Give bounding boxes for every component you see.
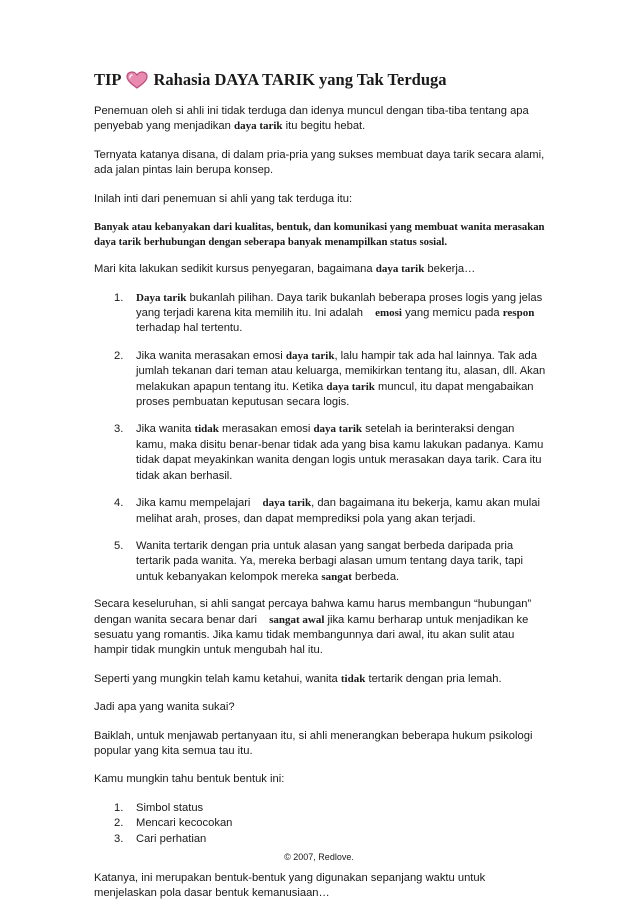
paragraph-5: Mari kita lakukan sedikit kursus penyegaran, bagaimana daya tarik bekerja… [94,263,476,276]
forms-list [94,801,546,847]
list-item: 3. Cari perhatian [114,832,207,845]
list-item: 1. Daya tarik bukanlah pilihan. Daya tarik bukanlah beberapa proses logis yang jelas yang terjadi karena kita memilih itu. Ini adalah emosi yang memicu pada respon terhadap hal tertentu. [114,291,543,335]
list-item: 2. Jika wanita merasakan emosi daya tarik, lalu hampir tak ada hal lainnya. Tak ada jumlah tekanan dari teman atau keluarga, memikirkan tentang itu, alasan, dll. Akan melakukan apapun tentang itu. Ketika daya tarik muncul, itu dapat mengabaikan proses pembuatan keputusan secara logis. [114,349,546,409]
paragraph-2: Ternyata katanya disana, di dalam pria-pria yang sukses membuat daya tarik secara alami, ada jalan pintas lain berupa konsep. [94,148,545,177]
title-prefix: TIP [94,70,122,89]
list-item: 2. Mencari kecocokan [114,817,233,830]
document-page [94,70,546,915]
list-item: 1. Simbol status [114,801,204,814]
paragraph-1: Penemuan oleh si ahli ini tidak terduga dan idenya muncul dengan tiba-tiba tentang apa penyebab yang menjadikan daya tarik itu begitu hebat. [94,105,529,133]
paragraph-7: Seperti yang mungkin telah kamu ketahui, wanita tidak tertarik dengan pria lemah. [94,672,502,685]
paragraph-9: Baiklah, untuk menjawab pertanyaan itu, si ahli menerangkan beberapa hukum psikologi popular yang kita semua tau itu. [94,729,533,757]
paragraph-10: Kamu mungkin tahu bentuk bentuk ini: [94,773,285,786]
attraction-list [94,291,546,586]
paragraph-11: Katanya, ini merupakan bentuk-bentuk yang digunakan sepanjang waktu untuk menjelaskan pola dasar bentuk kemanusiaan… [94,872,486,900]
heart-icon [126,71,148,89]
title-text: Rahasia DAYA TARIK yang Tak Terduga [153,70,447,89]
list-item: 5. Wanita tertarik dengan pria untuk alasan yang sangat berbeda daripada pria tertarik pada wanita. Ya, mereka berbagi alasan umum tentang daya tarik, tapi untuk kebanyakan kelompok mereka sangat berbeda. [114,539,524,583]
page-footer: © 2007, Redlove. [284,852,354,862]
document-title [94,70,546,90]
key-finding-paragraph: Banyak atau kebanyakan dari kualitas, bentuk, dan komunikasi yang membuat wanita merasakan daya tarik berhubungan dengan seberapa banyak menampilkan status sosial. [94,221,545,248]
paragraph-8: Jadi apa yang wanita sukai? [94,701,235,714]
paragraph-6: Secara keseluruhan, si ahli sangat percaya bahwa kamu harus membangun “hubungan” dengan wanita secara benar dari sangat awal jika kamu berharap untuk menjadikan ke sesuatu yang romantis. Jika kamu tidak membangunnya dari awal, itu akan sulit atau hampir tidak mungkin untuk mengubah hal itu. [94,598,532,657]
list-item: 4. Jika kamu mempelajari daya tarik, dan bagaimana itu bekerja, kamu akan mulai melihat arah, proses, dan dapat memprediksi pola yang akan terjadi. [114,497,540,525]
list-item: 3. Jika wanita tidak merasakan emosi daya tarik setelah ia berinteraksi dengan kamu, maka disitu benar-benar tidak ada yang bisa kamu lakukan padanya. Kamu tidak dapat meyakinkan wanita dengan logis untuk merasakan daya tarik. Cara itu tidak akan berhasil. [114,423,544,482]
paragraph-3: Inilah inti dari penemuan si ahli yang tak terduga itu: [94,192,353,205]
